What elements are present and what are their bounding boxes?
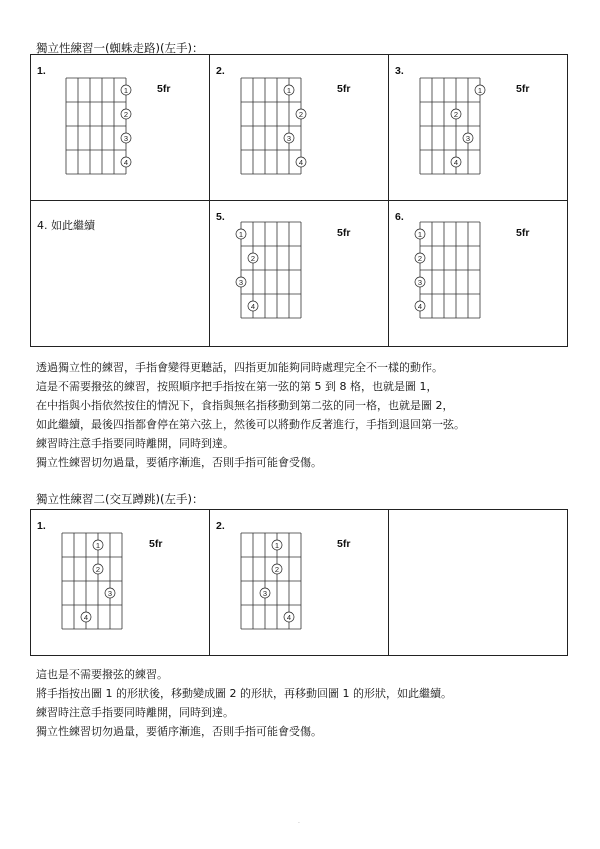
finger-number: 4 (453, 158, 459, 167)
finger-number: 1 (123, 86, 129, 95)
ex1-cell-2 (210, 55, 389, 201)
cell-label: 2. (216, 520, 225, 532)
finger-number: 3 (262, 589, 268, 598)
chord-diagram (240, 532, 302, 630)
finger-number: 3 (286, 134, 292, 143)
text-line: 將手指按出圖 1 的形狀後，移動變成圖 2 的形狀，再移動回圖 1 的形狀，如此繼續。 (36, 687, 452, 700)
text-line: 在中指與小指依然按住的情況下，食指與無名指移動到第二弦的同一格，也就是圖 2， (36, 399, 454, 412)
finger-number: 1 (286, 86, 292, 95)
exercise2-heading: 獨立性練習二(交互蹲跳)(左手)： (36, 492, 204, 506)
ex2-cell-2 (210, 510, 389, 656)
finger-number: 2 (274, 565, 280, 574)
finger-number: 2 (453, 110, 459, 119)
cell-label: 4. 如此繼續 (37, 219, 95, 232)
chord-diagram (240, 77, 302, 175)
fret-position-label: 5fr (157, 83, 171, 95)
finger-number: 3 (417, 278, 423, 287)
finger-number: 3 (238, 278, 244, 287)
fret-position-label: 5fr (337, 227, 351, 239)
finger-number: 3 (465, 134, 471, 143)
fret-position-label: 5fr (337, 538, 351, 550)
ex1-cell-6 (389, 201, 568, 347)
text-line: 練習時注意手指要同時離開，同時到達。 (36, 437, 234, 450)
ex2-cell-1 (31, 510, 210, 656)
ex1-cell-1 (31, 55, 210, 201)
cell-label: 6. (395, 211, 404, 223)
fret-position-label: 5fr (516, 227, 530, 239)
exercise1-grid (30, 54, 568, 347)
chord-diagram (65, 77, 127, 175)
finger-number: 4 (250, 302, 256, 311)
finger-number: 2 (123, 110, 129, 119)
exercise1-heading: 獨立性練習一(蜘蛛走路)(左手)： (36, 41, 204, 55)
ex1-cell-4 (31, 201, 210, 347)
finger-number: 1 (95, 541, 101, 550)
ex1-cell-3 (389, 55, 568, 201)
text-line: 這是不需要撥弦的練習，按照順序把手指按在第一弦的第 5 到 8 格，也就是圖 1， (36, 380, 438, 393)
text-line: 練習時注意手指要同時離開，同時到達。 (36, 706, 234, 719)
finger-number: 4 (417, 302, 423, 311)
finger-number: 4 (123, 158, 129, 167)
finger-number: 2 (417, 254, 423, 263)
chord-diagram (419, 221, 481, 319)
finger-number: 1 (477, 86, 483, 95)
finger-number: 3 (123, 134, 129, 143)
exercise1-description (36, 358, 465, 472)
finger-number: 2 (95, 565, 101, 574)
exercise2-description (36, 665, 452, 741)
text-line: 獨立性練習切勿過量，要循序漸進，否則手指可能會受傷。 (36, 456, 322, 469)
cell-label: 3. (395, 65, 404, 77)
text-line: 這也是不需要撥弦的練習。 (36, 668, 168, 681)
chord-diagram (240, 221, 302, 319)
finger-number: 2 (298, 110, 304, 119)
finger-number: 1 (274, 541, 280, 550)
cell-label: 1. (37, 65, 46, 77)
exercise2-grid (30, 509, 568, 656)
cell-label: 1. (37, 520, 46, 532)
finger-number: 1 (417, 230, 423, 239)
finger-number: 1 (238, 230, 244, 239)
finger-number: 4 (83, 613, 89, 622)
cell-label: 5. (216, 211, 225, 223)
chord-diagram (61, 532, 123, 630)
cell-label: 2. (216, 65, 225, 77)
text-line: 如此繼續，最後四指都會停在第六弦上，然後可以將動作反著進行，手指到退回第一弦。 (36, 418, 465, 431)
fret-position-label: 5fr (149, 538, 163, 550)
page-footer-mark: . (298, 818, 300, 825)
finger-number: 4 (298, 158, 304, 167)
finger-number: 3 (107, 589, 113, 598)
finger-number: 4 (286, 613, 292, 622)
text-line: 透過獨立性的練習，手指會變得更聽話，四指更加能夠同時處理完全不一樣的動作。 (36, 361, 443, 374)
text-line: 獨立性練習切勿過量，要循序漸進，否則手指可能會受傷。 (36, 725, 322, 738)
ex1-cell-5 (210, 201, 389, 347)
fret-position-label: 5fr (516, 83, 530, 95)
fret-position-label: 5fr (337, 83, 351, 95)
chord-diagram (419, 77, 481, 175)
finger-number: 2 (250, 254, 256, 263)
ex2-cell-3 (389, 510, 568, 656)
